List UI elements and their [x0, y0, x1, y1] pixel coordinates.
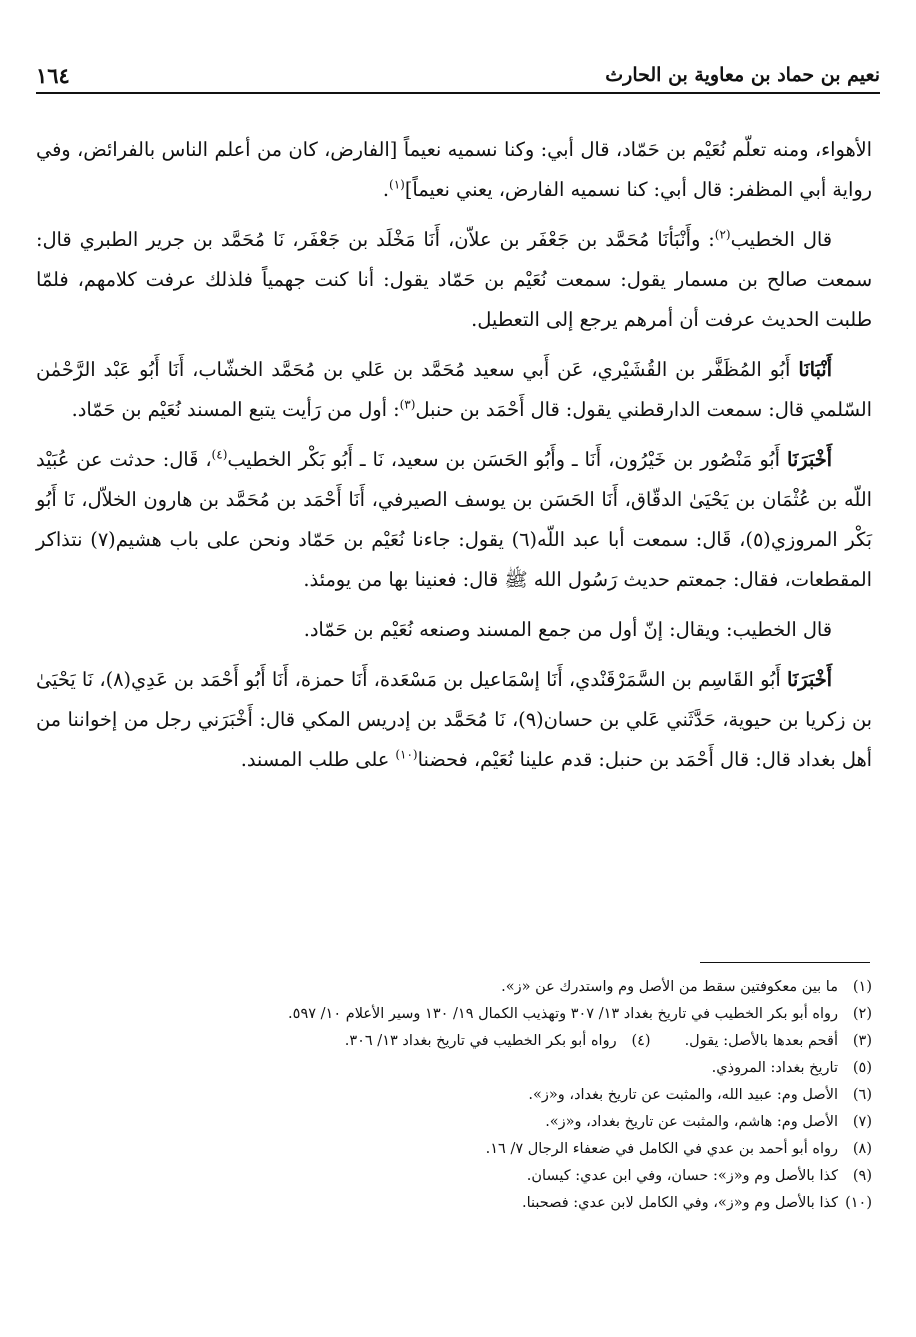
paragraph-tail: . — [382, 178, 390, 201]
footnote-number: (٩) — [852, 1168, 872, 1184]
paragraph-tail: : وأَنْبَأنَا مُحَمَّد بن جَعْفَر بن علاّن، أَنَا مَخْلَد بن جَعْفَر، نَا مُحَمَّد بن جرير الطبري قال: سمعت صالح بن مسمار يقول: سمعت نُعَيْم بن حَمّاد يقول: أنا كنت جهمياً فلذلك عرفت كلامهم، فلمّا طلبت الحديث عرفت أن أمرهم يرجع إلى التعطيل. — [36, 228, 872, 331]
footnotes — [60, 974, 872, 1217]
paragraph-tail: على طلب المسند. — [240, 748, 396, 771]
footnote-separator — [700, 962, 870, 963]
paragraph-text: أَبُو القَاسِم بن السَّمَرْقَنْدي، أَنَا إسْمَاعيل بن مَسْعَدة، أَنَا حمزة، أَنَا أَبُو أَحْمَد بن عَدِي(٨)، نَا يَحْيَىٰ بن زكريا بن حيوية، حَدَّثَني عَلي بن حسان(٩)، نَا مُحَمَّد بن إدريس المكي قال: أَخْبَرَني رجل من إخواننا من أهل بغداد قال: قال أَحْمَد بن حنبل: قدم علينا نُعَيْم، فحضنا — [36, 668, 872, 771]
footnote-text: رواه أبو بكر الخطيب في تاريخ بغداد ١٣/ ٣٠٦. — [344, 1033, 617, 1049]
footnote — [60, 1109, 872, 1136]
paragraph-text: أَبُو المُظَفَّر بن القُشَيْري، عَن أَبي سعيد مُحَمَّد بن عَلي بن مُحَمَّد الخشّاب، أَنَا أَبُو عَبْد الرَّحْمٰن السّلمي قال: سمعت الدارقطني يقول: قال أَحْمَد بن حنبل — [36, 358, 872, 421]
footnote-text: الأصل وم: عبيد الله، والمثبت عن تاريخ بغداد، و«ز». — [528, 1087, 838, 1103]
footnote-number: (٧) — [852, 1114, 872, 1130]
footnote-text: ما بين معكوفتين سقط من الأصل وم واستدرك عن «ز». — [501, 979, 838, 995]
paragraph-lead: أَخْبَرَنَا — [787, 668, 832, 691]
footnote-number: (٤) — [631, 1033, 651, 1049]
footnote-text: كذا بالأصل وم و«ز»، وفي الكامل لابن عدي: فصحبنا. — [522, 1195, 838, 1211]
main-text — [36, 130, 872, 790]
paragraph-text: أَبُو مَنْصُور بن خَيْرُون، أَنَا ـ وأَبُو الحَسَن بن سعيد، نَا ـ أَبُو بَكْر الخطيب — [227, 448, 788, 471]
paragraph-text: قال الخطيب: ويقال: إنّ أول من جمع المسند وصنعه نُعَيْم بن حَمّاد. — [303, 618, 832, 641]
paragraph-text: الأهواء، ومنه تعلّم نُعَيْم بن حَمّاد، قال أبي: وكنا نسميه نعيماً [الفارض، كان من أعلم الناس بالفرائض، وفي رواية أبي المظفر: قال أبي: كنا نسميه الفارض، يعني نعيماً] — [36, 138, 872, 201]
footnote-number: (٢) — [852, 1006, 872, 1022]
paragraph-lead: أَخْبَرَنَا — [787, 448, 832, 471]
footnote-ref: (٣) — [399, 397, 416, 412]
paragraph-tail: ، قَال: حدثت عن عُبَيْد اللّه بن عُثْمَان بن يَحْيَىٰ الدقّاق، أَنَا الحَسَن بن يوسف الصيرفي، أَنَا أَحْمَد بن مُحَمَّد بن هارون الخلاّل، نَا أَبُو بَكْر المروزي(٥)، قَال: سمعت أبا عبد اللّه(٦) يقول: جاءنا نُعَيْم بن حَمّاد ونحن على باب هشيم(٧) نتذاكر المقطعات، فقال: جمعتم حديث رَسُول الله ﷺ قال: فعنينا بها من يومئذ. — [36, 448, 873, 591]
paragraph — [36, 660, 872, 780]
footnote — [60, 974, 872, 1001]
footnote — [60, 1082, 872, 1109]
paragraph-tail: : أول من رَأيت يتبع المسند نُعَيْم بن حَمّاد. — [71, 398, 400, 421]
footnote-text: رواه أبو بكر الخطيب في تاريخ بغداد ١٣/ ٣٠٧ وتهذيب الكمال ١٩/ ١٣٠ وسير الأعلام ١٠/ ٥٩٧. — [288, 1006, 838, 1022]
page-number: ١٦٤ — [36, 62, 70, 88]
footnote — [60, 1001, 872, 1028]
paragraph — [36, 350, 872, 430]
paragraph-text: قال الخطيب — [730, 228, 832, 251]
paragraph-lead: أَنْبَانَا — [798, 358, 832, 381]
paragraph — [36, 220, 872, 340]
footnote — [60, 1055, 872, 1082]
footnote-ref: (٤) — [211, 447, 228, 462]
page-header — [36, 58, 880, 94]
footnote — [60, 1163, 872, 1190]
footnote-text: تاريخ بغداد: المروذي. — [711, 1060, 838, 1076]
footnote — [60, 1136, 872, 1163]
footnote-number: (٣) — [852, 1033, 872, 1049]
footnote-number: (١٠) — [845, 1195, 872, 1211]
footnote-ref: (٢) — [714, 227, 731, 242]
footnote-number: (٥) — [852, 1060, 872, 1076]
footnote-inline — [345, 1028, 651, 1055]
footnote — [60, 1028, 872, 1055]
footnote-text: كذا بالأصل وم و«ز»: حسان، وفي ابن عدي: كيسان. — [526, 1168, 838, 1184]
running-title: نعيم بن حماد بن معاوية بن الحارث — [605, 64, 880, 86]
paragraph — [36, 610, 872, 650]
footnote — [60, 1190, 872, 1217]
footnote-number: (٦) — [852, 1087, 872, 1103]
footnote-text: الأصل وم: هاشم، والمثبت عن تاريخ بغداد، و«ز». — [545, 1114, 838, 1130]
paragraph — [36, 440, 872, 600]
footnote-text: رواه أبو أحمد بن عدي في الكامل في ضعفاء الرجال ٧/ ١٦. — [485, 1141, 838, 1157]
footnote-text: أقحم بعدها بالأصل: يقول. — [684, 1033, 838, 1049]
paragraph — [36, 130, 872, 210]
footnote-ref: (١) — [389, 177, 405, 192]
footnote-ref: (١٠) — [395, 747, 418, 762]
footnote-number: (١) — [852, 979, 872, 995]
footnote-number: (٨) — [852, 1141, 872, 1157]
